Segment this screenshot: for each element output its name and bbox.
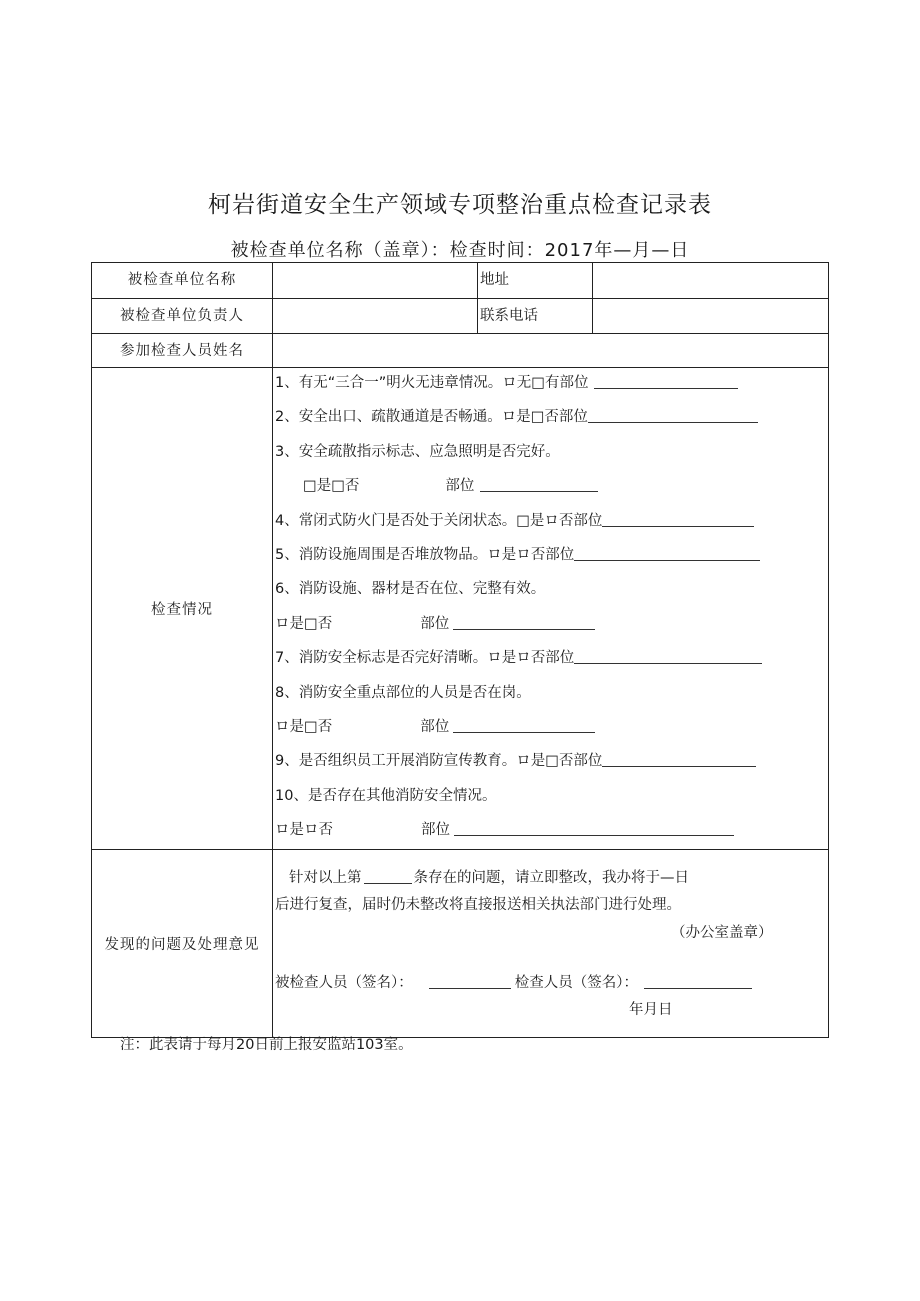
inspected-signature-blank[interactable] xyxy=(429,972,511,989)
unit-name-label: 被检查单位名称 xyxy=(92,263,273,299)
location-blank[interactable] xyxy=(594,372,738,389)
inspectors-field[interactable] xyxy=(273,334,829,368)
location-blank[interactable] xyxy=(453,716,595,733)
opinion-content xyxy=(273,850,829,1038)
opinion-paragraph: 后进行复查，届时仍未整改将直接报送相关执法部门进行处理。 xyxy=(275,897,681,914)
phone-field[interactable] xyxy=(593,299,829,334)
sign-date: 年月日 xyxy=(629,1002,673,1019)
page-subtitle: 被检查单位名称（盖章）：检查时间：2017年—月—日 xyxy=(230,240,690,261)
signature-line: 被检查人员（签名）： 检查人员（签名）： xyxy=(275,971,752,992)
inspection-item: 9、是否组织员工开展消防宣传教育。ロ是□否部位 xyxy=(273,746,828,780)
inspection-item: 7、消防安全标志是否完好清晰。ロ是ロ否部位 xyxy=(273,643,828,677)
inspectors-label: 参加检查人员姓名 xyxy=(92,334,273,368)
page-title: 柯岩街道安全生产领域专项整治重点检查记录表 xyxy=(208,192,712,218)
inspection-item: 6、消防设施、器材是否在位、完整有效。 xyxy=(275,581,546,598)
unit-name-field[interactable] xyxy=(273,263,478,299)
location-blank[interactable] xyxy=(453,613,595,630)
inspection-item: 3、安全疏散指示标志、应急照明是否完好。 xyxy=(275,443,560,460)
inspection-item: □是□否 部位 xyxy=(273,471,828,505)
inspection-item: 2、安全出口、疏散通道是否畅通。ロ是□否部位 xyxy=(273,402,828,436)
location-blank[interactable] xyxy=(574,647,762,664)
opinion-paragraph: 针对以上第 条存在的问题，请立即整改，我办将于—日 xyxy=(289,866,689,887)
inspection-item: 10、是否存在其他消防安全情况。 xyxy=(275,787,497,804)
inspection-items xyxy=(273,368,829,850)
phone-label: 联系电话 xyxy=(478,299,593,334)
location-blank[interactable] xyxy=(574,544,760,561)
location-blank[interactable] xyxy=(602,510,754,527)
inspection-label: 检查情况 xyxy=(92,368,273,850)
inspection-item: ロ是ロ否 部位 xyxy=(273,815,828,849)
footer-note: 注：此表请于每月20日前上报安监站103室。 xyxy=(120,1037,413,1053)
inspector-signature-blank[interactable] xyxy=(644,972,752,989)
office-stamp: （办公室盖章） xyxy=(671,925,773,942)
location-blank[interactable] xyxy=(454,819,734,836)
inspection-form-table xyxy=(91,262,829,1038)
inspection-item: ロ是□否 部位 xyxy=(273,712,828,746)
inspection-item: ロ是□否 部位 xyxy=(273,609,828,643)
inspection-item: 5、消防设施周围是否堆放物品。ロ是ロ否部位 xyxy=(273,540,828,574)
location-blank[interactable] xyxy=(480,475,598,492)
inspection-item: 1、有无“三合一”明火无违章情况。ロ无□有部位 xyxy=(273,368,828,402)
location-blank[interactable] xyxy=(588,406,758,423)
address-label: 地址 xyxy=(478,263,593,299)
item-number-blank[interactable] xyxy=(364,867,412,884)
address-field[interactable] xyxy=(593,263,829,299)
inspection-item: 4、常闭式防火门是否处于关闭状态。□是ロ否部位 xyxy=(273,506,828,540)
manager-field[interactable] xyxy=(273,299,478,334)
opinion-label: 发现的问题及处理意见 xyxy=(92,850,273,1038)
inspection-item: 8、消防安全重点部位的人员是否在岗。 xyxy=(275,684,531,701)
manager-label: 被检查单位负责人 xyxy=(92,299,273,334)
location-blank[interactable] xyxy=(602,750,756,767)
